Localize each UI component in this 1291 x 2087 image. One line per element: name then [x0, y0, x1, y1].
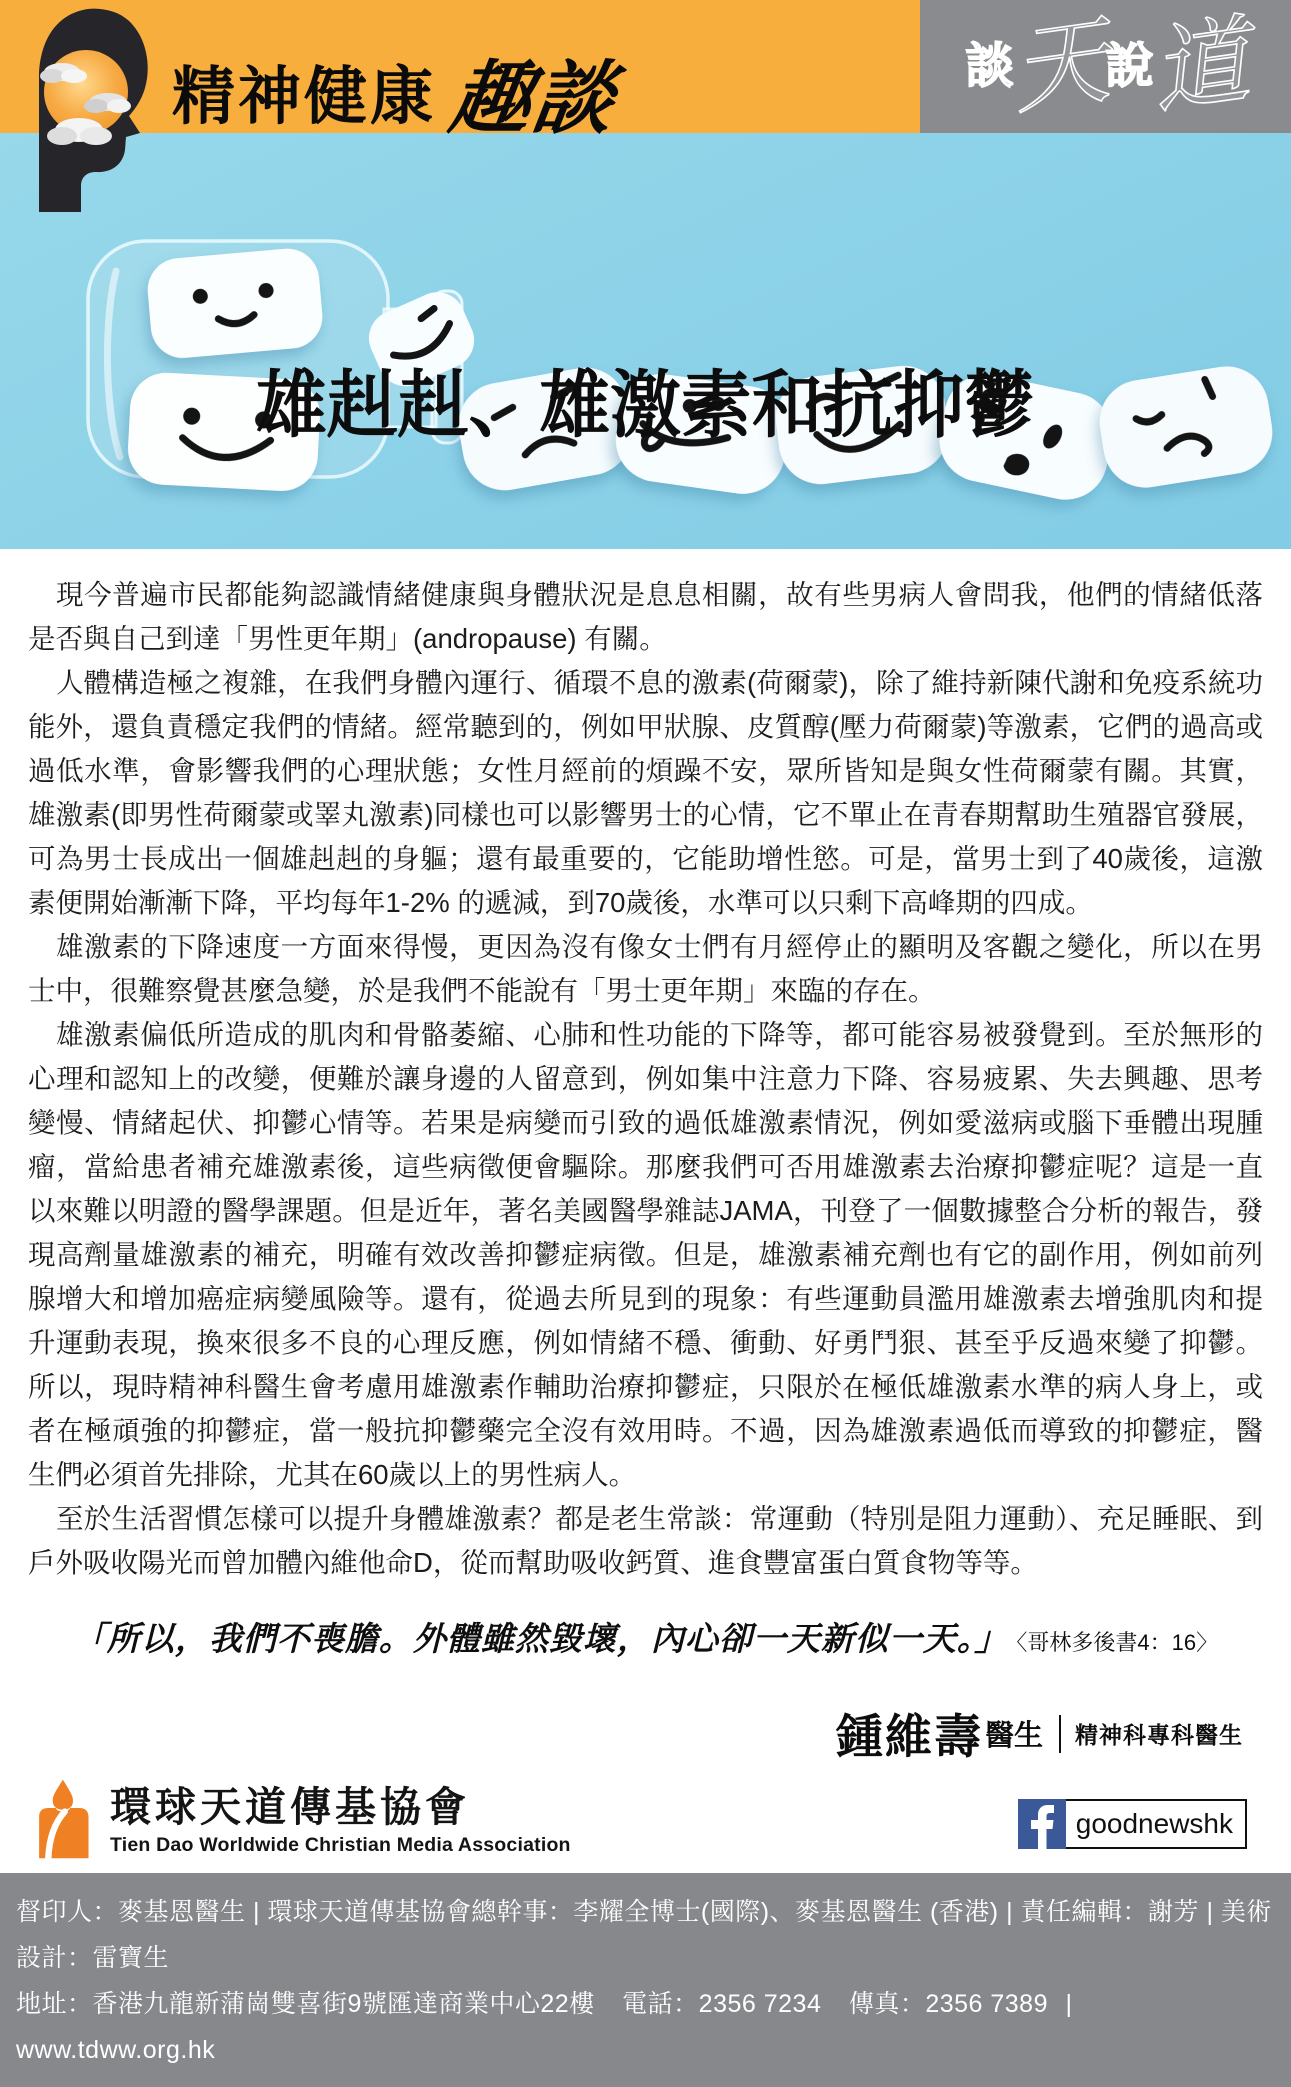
- colophon-footer: [0, 1873, 1291, 2087]
- calligraphy-logo: [965, 6, 1255, 126]
- address: 地址：香港九龍新蒲崗雙喜街9號匯達商業中心22樓: [16, 1990, 595, 2018]
- divider: |: [1065, 1990, 1073, 2018]
- facebook-handle: goodnewshk: [1075, 1808, 1233, 1839]
- masthead-gray-box: [920, 0, 1291, 133]
- head-silhouette-icon: [24, 6, 162, 212]
- candle-flame-logo-icon: [30, 1777, 94, 1859]
- colophon-credits: 督印人：麥基恩醫生 | 環球天道傳基協會總幹事：李耀全博士(國際)、麥基恩醫生 (香港) | 責任編輯：謝芳 | 美術設計：雷寶生: [16, 1898, 1272, 1972]
- scripture-quote-text: 「所以，我們不喪膽。外體雖然毀壞，內心卻一天新似一天。」: [72, 1620, 1009, 1657]
- scripture-reference: 〈哥林多後書4：16〉: [1016, 1630, 1219, 1655]
- article-title: 雄赳赳、雄激素和抗抑鬱: [256, 365, 1035, 446]
- scripture-quote: [0, 1613, 1291, 1660]
- author-title: 精神科專科醫生: [1075, 1722, 1243, 1748]
- article-paragraph: 人體構造極之複雜，在我們身體內運行、循環不息的激素(荷爾蒙)，除了維持新陳代謝和免疫系統功能外，還負責穩定我們的情緒。經常聽到的，例如甲狀腺、皮質醇(壓力荷爾蒙)等激素，它們的過高或過低水準，會影響我們的心理狀態；女性月經前的煩躁不安，眾所皆知是與女性荷爾蒙有關。其實，雄激素(即男性荷爾蒙或睪丸激素)同樣也可以影響男士的心情，它不單止在青春期幫助生殖器官發展，可為男士長成出一個雄赳赳的身軀；還有最重要的，它能助增性慾。可是，當男士到了40歲後，這激素便開始漸漸下降，平均每年1-2% 的遞減，到70歲後，水準可以只剩下高峰期的四成。: [28, 667, 1263, 918]
- author-name: 鍾維壽: [835, 1710, 983, 1763]
- article-paragraph: 至於生活習慣怎樣可以提升身體雄激素？都是老生常談：常運動（特別是阻力運動）、充足睡眠、到戶外吸收陽光而曾加體內維他命D，從而幫助吸收鈣質、進食豐富蛋白質食物等等。: [28, 1503, 1263, 1578]
- organization-name-zh: 環球天道傳基協會: [110, 1783, 470, 1830]
- website-url[interactable]: www.tdww.org.hk: [16, 2036, 216, 2064]
- masthead-title: [172, 0, 622, 183]
- masthead-title-regular: 精神健康: [172, 62, 436, 132]
- masthead-title-italic: 趣談: [444, 54, 622, 143]
- article-paragraph: 現今普遍市民都能夠認識情緒健康與身體狀況是息息相關，故有些男病人會問我，他們的情緒低落是否與自己到達「男性更年期」(andropause) 有關。: [28, 579, 1263, 654]
- article-body: [0, 549, 1291, 1585]
- article-paragraph: 雄激素的下降速度一方面來得慢，更因為沒有像女士們有月經停止的顯明及客觀之變化，所以在男士中，很難察覺甚麼急變，於是我們不能說有「男士更年期」來臨的存在。: [28, 931, 1263, 1006]
- calligraphy-char: 說: [1105, 39, 1154, 93]
- organization-names: [110, 1785, 571, 1859]
- facebook-badge[interactable]: [1018, 1799, 1247, 1849]
- calligraphy-char: 談: [965, 39, 1014, 93]
- phone: 電話：2356 7234: [622, 1990, 822, 2018]
- calligraphy-char: 道: [1144, 6, 1255, 126]
- facebook-icon: [1018, 1799, 1066, 1849]
- masthead-orange-band: [0, 0, 920, 143]
- colophon-contact: [16, 1981, 1275, 2073]
- hero-photo-section: [0, 133, 1291, 549]
- author-byline: [0, 1700, 1291, 1767]
- organization-logo-block: [30, 1777, 571, 1859]
- article-paragraph: 雄激素偏低所造成的肌肉和骨骼萎縮、心肺和性功能的下降等，都可能容易被發覺到。至於無形的心理和認知上的改變，便難於讓身邊的人留意到，例如集中注意力下降、容易疲累、失去興趣、思考變慢、情緒起伏、抑鬱心情等。若果是病變而引致的過低雄激素情況，例如愛滋病或腦下垂體出現腫瘤，當給患者補充雄激素後，這些病徵便會驅除。那麼我們可否用雄激素去治療抑鬱症呢？這是一直以來難以明證的醫學課題。但是近年，著名美國醫學雜誌JAMA，刊登了一個數據整合分析的報告，發現高劑量雄激素的補充，明確有效改善抑鬱症病徵。但是，雄激素補充劑也有它的副作用，例如前列腺增大和增加癌症病變風險等。還有，從過去所見到的現象：有些運動員濫用雄激素去增強肌肉和提升運動表現，換來很多不良的心理反應，例如情緒不穩、衝動、好勇鬥狠、甚至乎反過來變了抑鬱。所以，現時精神科醫生會考慮用雄激素作輔助治療抑鬱症，只限於在極低雄激素水準的病人身上，或者在極頑強的抑鬱症，當一般抗抑鬱藥完全沒有效用時。不過，因為雄激素過低而導致的抑鬱症，醫生們必須首先排除，尤其在60歲以上的男性病人。: [28, 1019, 1263, 1490]
- pill-happy-small: [145, 246, 325, 361]
- author-name-suffix: 醫生: [984, 1720, 1043, 1752]
- divider: [1059, 1715, 1061, 1753]
- calligraphy-char: 天: [1004, 6, 1115, 126]
- masthead: [0, 0, 1291, 143]
- organization-name-en: Tien Dao Worldwide Christian Media Association: [110, 1834, 571, 1856]
- fax: 傳真：2356 7389: [848, 1990, 1048, 2018]
- organization-row: [0, 1771, 1291, 1873]
- pills-photo: [0, 133, 1291, 549]
